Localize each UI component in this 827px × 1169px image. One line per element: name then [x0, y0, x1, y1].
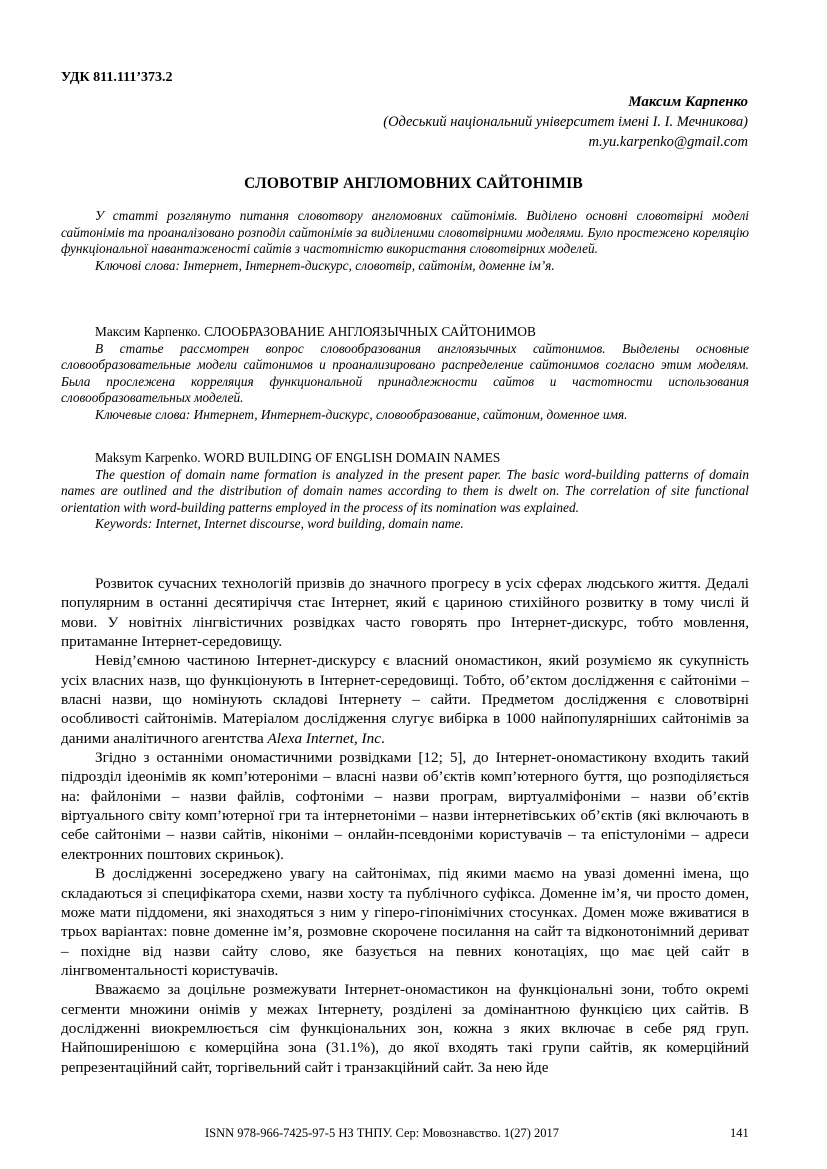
- article-body: [61, 574, 749, 1077]
- body-paragraph-3: Згідно з останніми ономастичними розвідками [12; 5], до Інтернет-ономастикону входить такий підрозділ ідеонімів як комп’ютероніми – власні назви об’єктів комп’ютерного буття, що розподіляється на: файлоніми – назви файлів, софтоніми – назви програм, виртуалміфоніми – назви об’єктів віртуального світу комп’ютерної гри та інтернетоніми – назви інтернетівських об’єктів (які включають в себе сайтоніми – назви сайтів, нiконіми – онлайн-псевдоніми користувачів – та епістулоніми – адреси електронних поштових скриньок).: [61, 749, 749, 863]
- author-email: m.yu.karpenko@gmail.com: [588, 134, 748, 150]
- body-paragraph-1: Розвиток сучасних технологій призвів до значного прогресу в усіх сферах людського життя. Дедалі популярним в останні десятиріччя стає Інтернет, який є цариною стихійного розвитку в тому числі й мови. У новітніх лінгвістичних розвідках часто говорять про Інтернет-дискурс, тобто мовлення, притаманне Інтернет-середовищу.: [61, 575, 749, 651]
- abstract-en-text: The question of domain name formation is analyzed in the present paper. The basic word-building patterns of domain names are outlined and the distribution of domain names according to them is dwelt on. The correlation of site functional orientation with word-building patterns employed in the process of its nomination was explained.: [61, 466, 749, 515]
- abstract-english: [61, 450, 749, 533]
- body-paragraph-2-end: .: [380, 729, 385, 747]
- body-paragraph-5: Вважаємо за доцільне розмежувати Інтернет-ономастикон на функціональні зони, тобто окремі сегменти множини онімів у межах Інтернету, розділені за домінантною функцією цих сайтів. В дослідженні виокремлюється сім функціональних зон, кожна з яких включає в себе ряд груп. Найпоширенішою є комерційна зона (31.1%), до якої входять такі групи сайтів, як комерційний репрезентаційний сайт, торгівельний сайт і транзакційний сайт. За нею йде: [61, 981, 749, 1076]
- body-paragraph-4: В дослідженні зосереджено увагу на сайтонімах, під якими маємо на увазі доменні імена, що складаються зі специфікатора схеми, назви хосту та публічного суфікса. Доменне ім’я, чи просто домен, може мати піддомени, які знаходяться з ним у гіперо-гіпонімічних стосунках. Домен може вживатися в трьох варіантах: повне доменне ім’я, розмовне скорочене посилання на сайт та відконотонімний дериват – похідне від назви сайту слово, яке базується на певних конотаціях, що має цей сайт в лінгвоментальності користувачів.: [61, 865, 749, 979]
- abstract-uk-keywords: Ключові слова: Інтернет, Інтернет-дискурс, словотвір, сайтонім, доменне ім’я.: [95, 257, 555, 273]
- footer-journal: ISNN 978-966-7425-97-5 НЗ ТНПУ. Сер: Мовознавство. 1(27) 2017: [205, 1126, 560, 1140]
- body-paragraph-2: [61, 651, 749, 748]
- author-affiliation: (Одеський національний університет імені І. І. Мечникова): [383, 114, 748, 130]
- author-name: Максим Карпенко: [628, 94, 748, 110]
- abstract-uk-text: У статті розглянуто питання словотвору англомовних сайтонімів. Виділено основні словотвірні моделі сайтонімів та проаналізовано розподіл сайтонімів за виділеними словотвірними моделями. Було простежено кореляцію функціональної навантаженості сайтів з частотністю використання словотвірних моделей.: [61, 208, 749, 257]
- abstract-ru-text: В статье рассмотрен вопрос словообразования англоязычных сайтонимов. Выделены основные словообразовательные модели сайтонимов и проанализировано распределение сайтонимов согласно этим моделям. Была прослежена корреляция функциональной принадлежности сайтов и частотности использования словообразовательных моделей.: [61, 340, 749, 406]
- abstract-russian: [61, 324, 749, 424]
- abstract-ukrainian: [61, 208, 749, 274]
- page-number: 141: [730, 1126, 749, 1140]
- author-block: [383, 92, 748, 152]
- body-paragraph-2-text: Невід’ємною частиною Інтернет-дискурсу є власний ономастикон, який розуміємо як сукупність усіх власних назв, що функціонують в Інтернет-середовищі. Тобто, об’єктом дослідження є сайтоніми – власні назви, що номінують складові Інтернету – сайти. Предметом дослідження є словотвірні особливості сайтонімів. Матеріалом дослідження слугує вибірка в 1000 найпопулярніших сайтонімів за даними аналітичного агентства: [61, 652, 749, 747]
- abstract-en-keywords: Keywords: Internet, Internet discourse, word building, domain name.: [95, 516, 464, 532]
- udk-code: УДК 811.111’373.2: [61, 70, 173, 85]
- abstract-ru-heading: Максим Карпенко. СЛООБРАЗОВАНИЕ АНГЛОЯЗЫЧНЫХ САЙТОНИМОВ: [95, 324, 536, 339]
- abstract-ru-keywords: Ключевые слова: Интернет, Интернет-дискурс, словообразование, сайтоним, доменное имя.: [95, 406, 628, 422]
- agency-name: Alexa Internet, Inc: [267, 729, 381, 747]
- abstract-en-heading: Maksym Karpenko. WORD BUILDING OF ENGLISH DOMAIN NAMES: [95, 450, 501, 465]
- article-title: СЛОВОТВІР АНГЛОМОВНИХ САЙТОНІМІВ: [244, 175, 583, 192]
